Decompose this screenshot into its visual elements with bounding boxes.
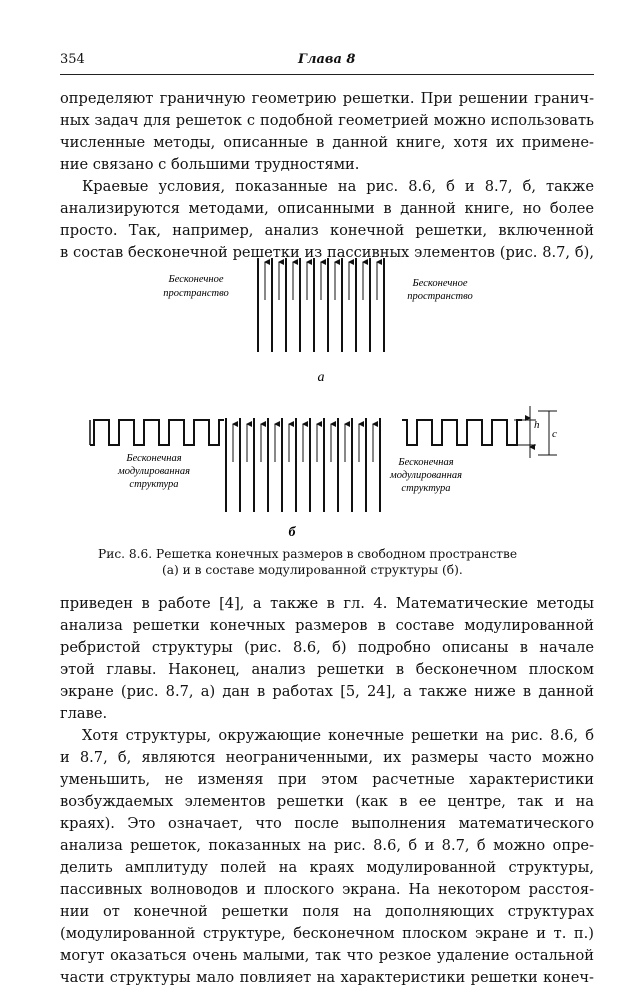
dimension-markers [514,406,557,458]
figure-a-field-arrows [265,262,377,300]
text-line: в состав бесконечной решетки из пассивных элементов (рис. 8.7, б), [60,244,594,261]
figure-caption-line: Рис. 8.6. Решетка конечных размеров в свободном пространстве [98,547,518,561]
figure-caption-line: (а) и в составе модулированной структуры (б). [162,563,463,577]
dimension-c-label: c [552,428,557,440]
text-line: уменьшить, не изменяя при этом расчетные характеристики [60,771,594,788]
text-line: приведен в работе [4], а также в гл. 4. Математические методы [60,595,594,612]
text-line: анализируются методами, описанными в данной книге, но более [60,200,594,217]
text-line: и 8.7, б, являются неограниченными, их размеры часто можно [60,749,594,766]
text-line: главе. [60,705,108,722]
text-line: экране (рис. 8.7, а) дан в работах [5, 24], а также ниже в данной [60,683,594,700]
page-number: 354 [60,52,85,67]
dimension-h-label: h [534,419,540,431]
fig-b-left-label-2: модулированная [118,466,190,477]
text-line: части структуры мало повлияет на характеристики решетки конеч- [60,969,594,986]
text-line: возбуждаемых элементов решетки (как в ее центре, так и на [60,793,594,810]
text-line: ние связано с большими трудностями. [60,156,360,173]
text-line: этой главы. Наконец, анализ решетки в бесконечном плоском [60,661,594,678]
fig-a-sublabel: а [317,370,325,385]
fig-b-sublabel: б [288,525,296,540]
text-line: нии от конечной решетки поля на дополняющих структурах [60,903,594,920]
text-line: ребристой структуры (рис. 8.6, б) подробно описаны в начале [60,639,594,656]
fig-a-left-label-2: пространство [163,288,229,299]
fig-a-right-label-2: пространство [407,291,473,302]
text-line: краях). Это означает, что после выполнения математического [60,815,594,832]
fig-a-left-label-1: Бесконечное [168,274,224,285]
text-line: определяют граничную геометрию решетки. При решении гранич- [60,90,594,107]
fig-b-left-label-1: Бесконечная [126,453,182,464]
fig-a-right-label-1: Бесконечное [412,278,468,289]
text-line: Хотя структуры, окружающие конечные решетки на рис. 8.6, б [82,727,594,744]
fig-b-right-label-3: структура [401,483,451,494]
text-line: анализа решеток, показанных на рис. 8.6, б и 8.7, б можно опре- [60,837,594,854]
text-line: Краевые условия, показанные на рис. 8.6, б и 8.7, б, также [82,178,594,195]
fig-b-right-label-1: Бесконечная [398,457,454,468]
fig-b-right-label-2: модулированная [390,470,462,481]
text-line: (модулированной структуре, бесконечном плоском экране и т. п.) [60,925,594,942]
text-line: ных задач для решеток с подобной геометрией можно использовать [60,112,594,129]
corrugated-surface-right [402,420,522,445]
text-line: делить амплитуду полей на краях модулированной структуры, [60,859,594,876]
fig-b-left-label-3: структура [129,479,179,490]
text-line: анализа решетки конечных размеров в составе модулированной [60,617,594,634]
text-line: просто. Так, например, анализ конечной решетки, включенной [60,222,594,239]
chapter-title: Глава 8 [298,52,356,67]
corrugated-surface-left [90,420,224,445]
text-line: пассивных волноводов и плоского экрана. На некотором расстоя- [60,881,594,898]
text-line: могут оказаться очень малыми, так что резкое удаление остальной [60,947,594,964]
text-line: численные методы, описанные в данной книге, хотя их примене- [60,134,594,151]
